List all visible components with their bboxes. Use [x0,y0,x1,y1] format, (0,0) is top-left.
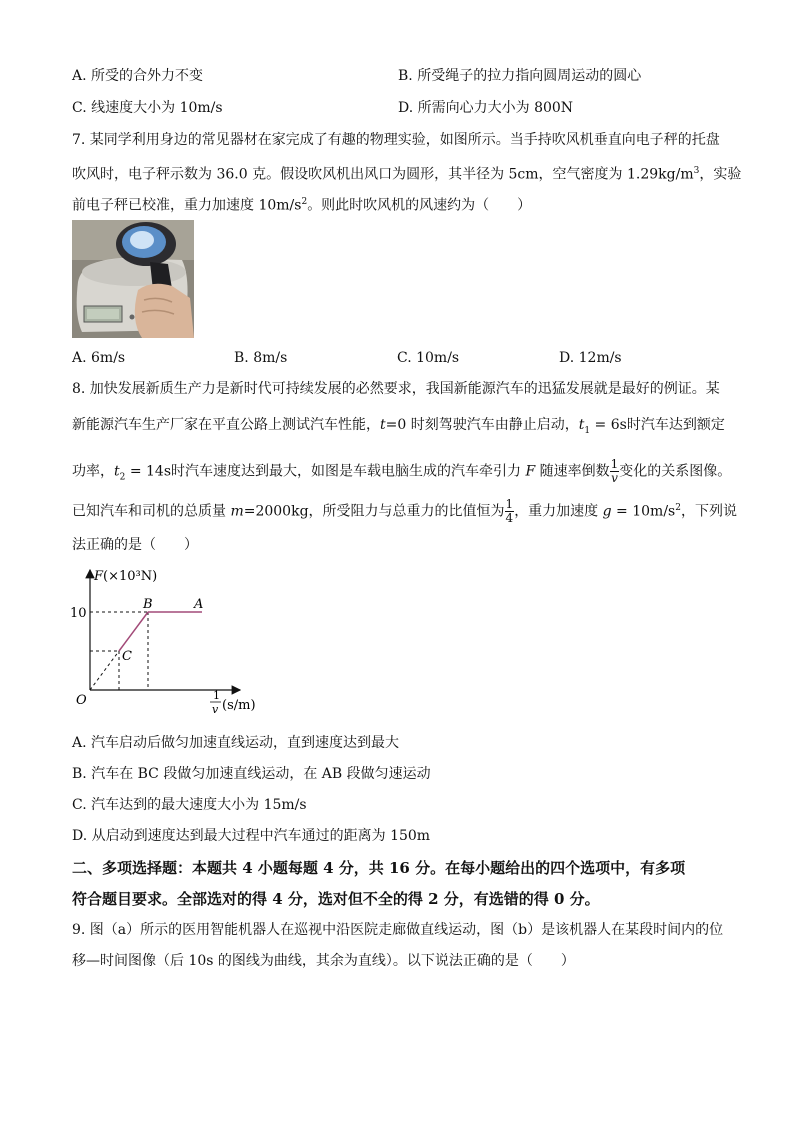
point-b-label: B [143,597,153,612]
q8-line-1: 8. 加快发展新质生产力是新时代可持续发展的必然要求，我国新能源汽车的迅猛发展就是最好的例证。某 [72,381,720,397]
q7-line-2: 吹风时，电子秤示数为 36.0 克。假设吹风机出风口为圆形，其半径为 5cm，空气密度为 $1.29kg/m^3$，实验 [72,166,742,183]
q8-line-5: 法正确的是（ ） [72,537,198,553]
inverse-speed-fraction: $\frac{1}{v}$ [610,457,619,485]
q7-option-d: D. 12m/s [559,350,622,366]
q6-option-b: B. 所受绳子的拉力指向圆周运动的圆心 [398,68,642,84]
q8-line-2: 新能源汽车生产厂家在平直公路上测试汽车性能，t=0 时刻驾驶汽车由静止启动，$t_1 = 6s$时汽车达到额定 [72,417,725,436]
q8-line-4: 已知汽车和司机的总质量 m=2000kg，所受阻力与总重力的比值恒为 $\frac{1}{4}$ ，重力加速度 $g = 10m/s^2$，下列说 [72,497,737,526]
q7-option-c: C. 10m/s [397,350,460,366]
point-c-label: C [122,649,132,664]
q9-line-1: 9. 图（a）所示的医用智能机器人在巡视中沿医院走廊做直线运动，图（b）是该机器人在某段时间内的位 [72,922,724,938]
origin-label: O [76,693,87,708]
y-tick-10: 10 [70,606,87,621]
q8-option-d: D. 从启动到速度达到最大过程中汽车通过的距离为 150m [72,828,431,844]
q8-option-b: B. 汽车在 BC 段做匀加速直线运动，在 AB 段做匀速运动 [72,766,431,782]
x-axis-unit: (s/m) [222,698,256,713]
q8-line-3: 功率，$t_2 = 14s$时汽车速度达到最大，如图是车载电脑生成的汽车牵引力 F 随速率倒数 $\frac{1}{v}$ 变化的关系图像。 [72,457,732,485]
force-vs-inverse-speed-graph [64,564,264,714]
section-2-heading-line-1: 二、多项选择题：本题共 4 小题每题 4 分，共 16 分。在每小题给出的四个选项中，有多项 [72,859,686,877]
q7-line-3: 前电子秤已校准，重力加速度 $10m/s^2$。则此时吹风机的风速约为（ ） [72,197,532,214]
q6-option-d: D. 所需向心力大小为 800N [398,100,574,116]
hair-dryer-scale-photo [72,220,194,338]
segment-cb [119,612,148,651]
point-a-label: A [194,597,204,612]
guide-origin-to-c [90,651,119,690]
x-axis-label-den: v [212,703,219,714]
resistance-ratio-fraction: $\frac{1}{4}$ [505,497,514,526]
q8-option-a: A. 汽车启动后做匀加速直线运动，直到速度达到最大 [72,735,400,751]
q9-line-2: 移—时间图像（后 10s 的图线为曲线，其余为直线）。以下说法正确的是（ ） [72,953,575,969]
q7-option-a: A. 6m/s [72,350,126,366]
q8-option-c: C. 汽车达到的最大速度大小为 15m/s [72,797,307,813]
x-axis-label-num: 1 [213,689,220,702]
q7-option-b: B. 8m/s [234,350,288,366]
q6-option-c: C. 线速度大小为 10m/s [72,100,223,116]
q6-option-a: A. 所受的合外力不变 [72,68,204,84]
q7-line-1: 7. 某同学利用身边的常见器材在家完成了有趣的物理实验，如图所示。当手持吹风机垂直向电子秤的托盘 [72,132,720,148]
y-axis-label: F(×10³N) [94,569,158,584]
section-2-heading-line-2: 符合题目要求。全部选对的得 4 分，选对但不全的得 2 分，有选错的得 0 分。 [72,890,600,908]
